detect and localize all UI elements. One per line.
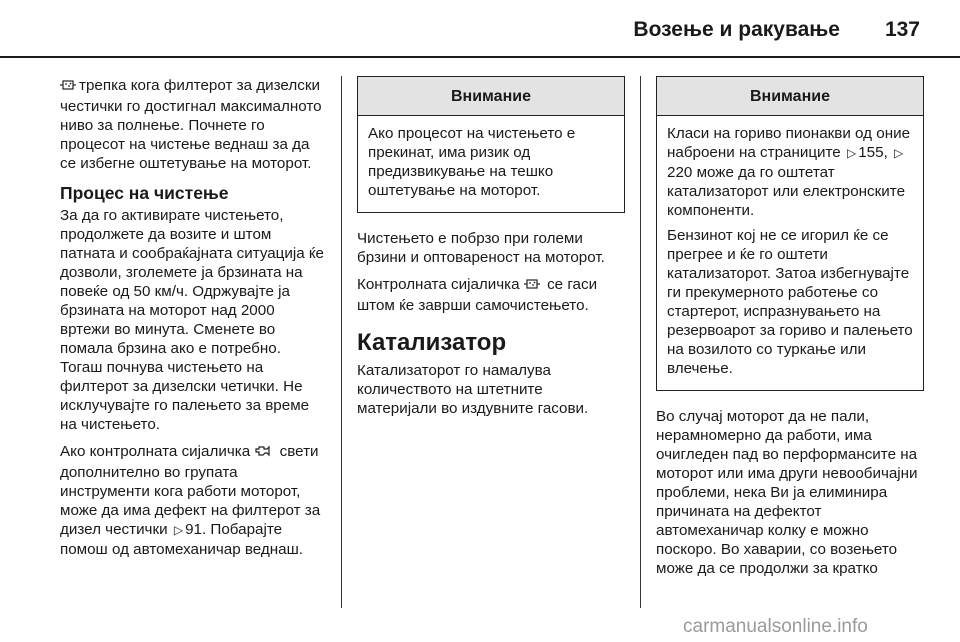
paragraph: Во случај моторот да не пали, нерамномерно да работи, има очигледен пад во перформансите на моторот или има други невообичајни проблеми, нека Ви ја елиминира причината на дефектот автомеханичар колку е можно поскоро. Во хаварии, со возењето може да се продолжи за кратко: [656, 408, 918, 577]
paragraph: [60, 76, 326, 173]
header-rule: [0, 56, 960, 58]
warning-title: Внимание: [358, 77, 624, 116]
column-2: [357, 76, 625, 426]
column-divider: [341, 76, 342, 608]
column-divider: [640, 76, 641, 608]
warning-box: [656, 76, 924, 391]
dpf-filter-icon: [524, 277, 540, 296]
text: свети дополнително во групата инструменти кога работи моторот, може да има дефект на филтерот за дизел честички: [60, 443, 321, 538]
page-ref[interactable]: 220: [667, 164, 693, 181]
warning-text: Бензинот кој не се игорил ќе се прегрее и ќе го оштети катализаторот. Затоа избегнувајте ги прекумерното работење со стартерот, испразнувањето на резервоарот за гориво и палењето на возилото со туркање или влечење.: [667, 227, 913, 377]
triangle-ref-icon: ▷: [173, 523, 184, 537]
warning-body: [657, 116, 923, 390]
text: се гаси штом ќе заврши самочистењето.: [357, 276, 598, 314]
engine-check-icon: [254, 444, 272, 463]
column-3: [656, 76, 924, 586]
section-heading: Катализатор: [357, 329, 507, 356]
triangle-ref-icon: ▷: [846, 146, 857, 160]
text: . Побарајте помош од автомеханичар веднаш.: [60, 521, 303, 558]
dpf-text: трепка кога филтерот за дизелски честички го достигнал максималното ниво за полнење. Почнете го процесот на чистење веднаш за да се избегне оштетување на моторот.: [60, 77, 322, 172]
warning-body: [358, 116, 624, 212]
text: Ако контролната сијаличка: [60, 443, 251, 460]
text: Контролната сијаличка: [357, 276, 520, 293]
header-title: Возење и ракување: [633, 18, 840, 41]
page-number: 137: [884, 18, 920, 41]
paragraph: [357, 275, 625, 315]
text: може да го оштетат катализаторот или електронските компоненти.: [667, 164, 906, 219]
page-ref[interactable]: 155: [858, 144, 884, 161]
text: Класи на гориво пионакви од оние наброени на страниците: [667, 125, 911, 161]
triangle-ref-icon: ▷: [894, 146, 904, 160]
warning-box: [357, 76, 625, 213]
warning-text: Класи на гориво пионакви од оние наброени на страниците ▷ 155, ▷220 може да го оштетат катализаторот или електронските компоненти.: [667, 125, 911, 219]
page-ref[interactable]: 91: [185, 521, 202, 538]
watermark: carmanualsonline.info: [683, 616, 868, 637]
warning-text: Ако процесот на чистењето е прекинат, има ризик од предизвикување на тешко оштетување на моторот.: [368, 125, 576, 199]
paragraph: За да го активирате чистењето, продолжете да возите и штом патната и сообраќајната ситуација ќе дозволи, зголемете ја брзината на повеќе од 50 км/ч. Одржувајте ја брзината на моторот над 2000 вртежи во минута. Сменете во помала брзина ако е потребно. Тогаш почнува чистењето на филтерот за дизелски четички. Не исклучувајте го палењето за време на чистењето.: [60, 207, 325, 433]
section-heading: Процес на чистење: [60, 183, 229, 203]
paragraph: Чистењето е побрзо при големи брзини и оптовареност на моторот.: [357, 230, 605, 266]
paragraph: [60, 442, 326, 559]
page-header: [0, 0, 960, 58]
column-1: [60, 76, 326, 567]
warning-title: Внимание: [657, 77, 923, 116]
dpf-filter-icon: [60, 78, 76, 97]
paragraph: Катализаторот го намалува количеството на штетните материјали во издувните гасови.: [357, 362, 589, 417]
